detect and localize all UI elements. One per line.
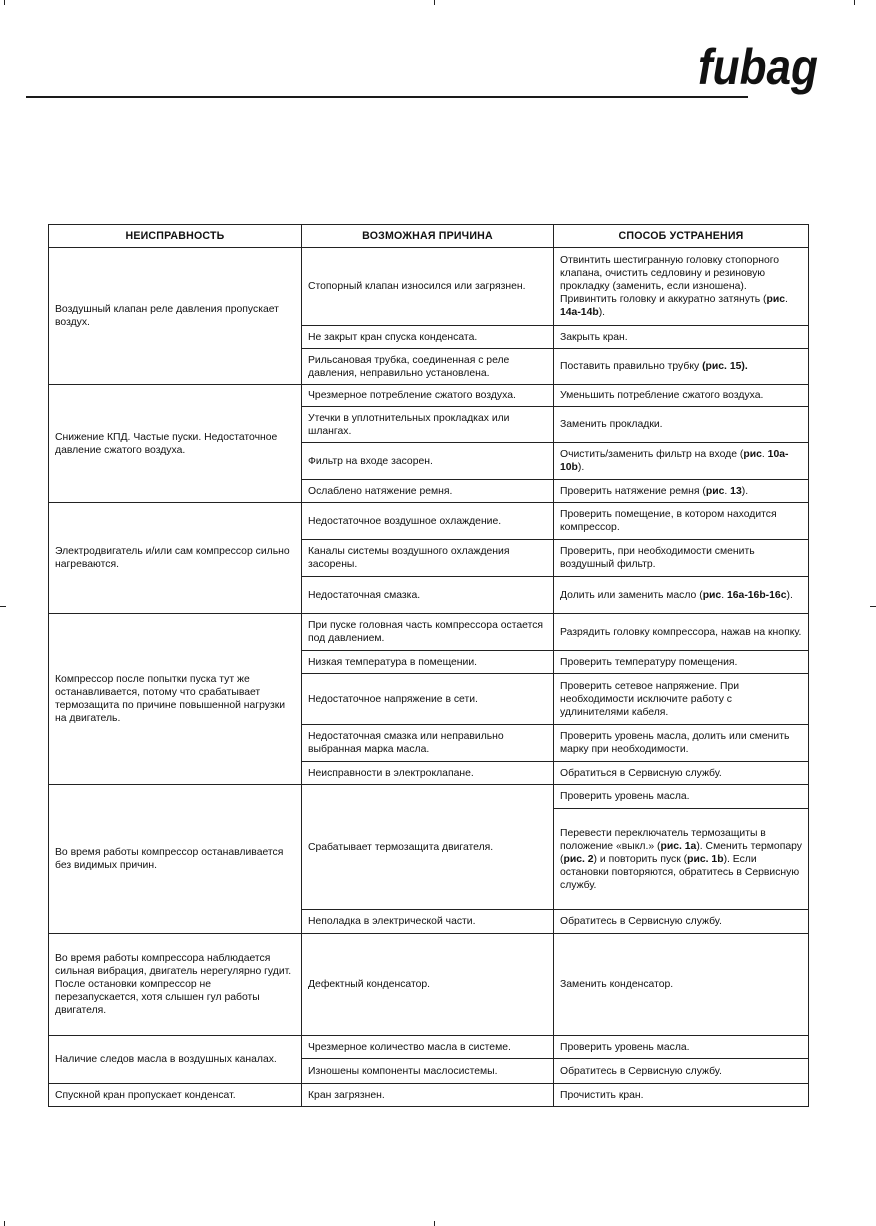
fix-cell: Очистить/заменить фильтр на входе (рис. 10a-10b). bbox=[554, 443, 809, 480]
cause-cell: Стопорный клапан износился или загрязнен. bbox=[302, 248, 554, 326]
header-problem: НЕИСПРАВНОСТЬ bbox=[49, 225, 302, 248]
table-row bbox=[49, 785, 809, 809]
fix-cell: Проверить натяжение ремня (рис. 13). bbox=[554, 480, 809, 503]
fix-cell: Закрыть кран. bbox=[554, 326, 809, 349]
fix-cell: Проверить уровень масла. bbox=[554, 1036, 809, 1059]
fix-cell: Прочистить кран. bbox=[554, 1084, 809, 1107]
cause-cell: Каналы системы воздушного охлаждения засорены. bbox=[302, 540, 554, 577]
crop-mark bbox=[870, 606, 876, 607]
crop-mark bbox=[4, 0, 5, 5]
cause-cell: Рильсановая трубка, соединенная с реле давления, неправильно установлена. bbox=[302, 349, 554, 385]
cause-cell: Недостаточное воздушное охлаждение. bbox=[302, 503, 554, 540]
cause-cell: Кран загрязнен. bbox=[302, 1084, 554, 1107]
fix-cell: Проверить сетевое напряжение. При необходимости исключите работу с удлинителями кабеля. bbox=[554, 674, 809, 725]
fix-cell: Проверить уровень масла, долить или сменить марку при необходимости. bbox=[554, 725, 809, 762]
fix-cell: Обратитесь в Сервисную службу. bbox=[554, 1059, 809, 1084]
cause-cell: Неисправности в электроклапане. bbox=[302, 762, 554, 785]
header-fix: СПОСОБ УСТРАНЕНИЯ bbox=[554, 225, 809, 248]
cause-cell: Не закрыт кран спуска конденсата. bbox=[302, 326, 554, 349]
fix-cell: Долить или заменить масло (рис. 16a-16b-16c). bbox=[554, 577, 809, 614]
fix-cell: Обратитесь в Сервисную службу. bbox=[554, 910, 809, 934]
fix-cell: Проверить температуру помещения. bbox=[554, 651, 809, 674]
fix-cell: Разрядить головку компрессора, нажав на кнопку. bbox=[554, 614, 809, 651]
cause-cell: Низкая температура в помещении. bbox=[302, 651, 554, 674]
cause-cell: Изношены компоненты маслосистемы. bbox=[302, 1059, 554, 1084]
cause-cell: При пуске головная часть компрессора остается под давлением. bbox=[302, 614, 554, 651]
table-row bbox=[49, 1084, 809, 1107]
cause-cell: Срабатывает термозащита двигателя. bbox=[302, 785, 554, 910]
table-row bbox=[49, 934, 809, 1036]
fix-cell: Проверить помещение, в котором находится компрессор. bbox=[554, 503, 809, 540]
header-rule bbox=[26, 96, 748, 98]
problem-cell: Во время работы компрессора наблюдается сильная вибрация, двигатель нерегулярно гудит. После остановки компрессор не перезапускается, хотя слышен гул работы двигателя. bbox=[49, 934, 302, 1036]
problem-cell: Электродвигатель и/или сам компрессор сильно нагреваются. bbox=[49, 503, 302, 614]
fix-cell: Уменьшить потребление сжатого воздуха. bbox=[554, 385, 809, 407]
cause-cell: Утечки в уплотнительных прокладках или шлангах. bbox=[302, 407, 554, 443]
cause-cell: Фильтр на входе засорен. bbox=[302, 443, 554, 480]
cause-cell: Неполадка в электрической части. bbox=[302, 910, 554, 934]
cause-cell: Недостаточная смазка или неправильно выбранная марка масла. bbox=[302, 725, 554, 762]
fix-cell: Отвинтить шестигранную головку стопорного клапана, очистить седловину и резиновую прокладку (заменить, если изношена). Привинтить головку и аккуратно затянуть (рис. 14a-14b). bbox=[554, 248, 809, 326]
table-row bbox=[49, 248, 809, 326]
table-row bbox=[49, 1036, 809, 1059]
crop-mark bbox=[434, 1221, 435, 1226]
fubag-logo bbox=[694, 40, 824, 106]
crop-mark bbox=[0, 606, 6, 607]
troubleshooting-table bbox=[48, 224, 809, 1107]
fix-cell: Обратиться в Сервисную службу. bbox=[554, 762, 809, 785]
problem-cell: Компрессор после попытки пуска тут же останавливается, потому что срабатывает термозащита по причине повышенной нагрузки на двигатель. bbox=[49, 614, 302, 785]
fix-cell: Проверить, при необходимости сменить воздушный фильтр. bbox=[554, 540, 809, 577]
cause-cell: Дефектный конденсатор. bbox=[302, 934, 554, 1036]
crop-mark bbox=[854, 0, 855, 5]
problem-cell: Воздушный клапан реле давления пропускает воздух. bbox=[49, 248, 302, 385]
fix-cell: Заменить прокладки. bbox=[554, 407, 809, 443]
table-body bbox=[49, 248, 809, 1107]
table-row bbox=[49, 385, 809, 407]
problem-cell: Во время работы компрессор останавливается без видимых причин. bbox=[49, 785, 302, 934]
crop-mark bbox=[434, 0, 435, 5]
cause-cell: Ослаблено натяжение ремня. bbox=[302, 480, 554, 503]
cause-cell: Чрезмерное потребление сжатого воздуха. bbox=[302, 385, 554, 407]
cause-cell: Недостаточная смазка. bbox=[302, 577, 554, 614]
problem-cell: Снижение КПД. Частые пуски. Недостаточное давление сжатого воздуха. bbox=[49, 385, 302, 503]
cause-cell: Чрезмерное количество масла в системе. bbox=[302, 1036, 554, 1059]
fix-cell: Проверить уровень масла. bbox=[554, 785, 809, 809]
fix-cell: Поставить правильно трубку (рис. 15). bbox=[554, 349, 809, 385]
table-row bbox=[49, 503, 809, 540]
table-header-row bbox=[49, 225, 809, 248]
fubag-logo-text: fubag bbox=[698, 40, 818, 95]
fix-cell: Перевести переключатель термозащиты в положение «выкл.» (рис. 1a). Сменить термопару (рис. 2) и повторить пуск (рис. 1b). Если остановки повторяются, обратитесь в Сервисную службу. bbox=[554, 809, 809, 910]
header-cause: ВОЗМОЖНАЯ ПРИЧИНА bbox=[302, 225, 554, 248]
cause-cell: Недостаточное напряжение в сети. bbox=[302, 674, 554, 725]
fix-cell: Заменить конденсатор. bbox=[554, 934, 809, 1036]
problem-cell: Спускной кран пропускает конденсат. bbox=[49, 1084, 302, 1107]
table-row bbox=[49, 614, 809, 651]
crop-mark bbox=[4, 1221, 5, 1226]
problem-cell: Наличие следов масла в воздушных каналах. bbox=[49, 1036, 302, 1084]
